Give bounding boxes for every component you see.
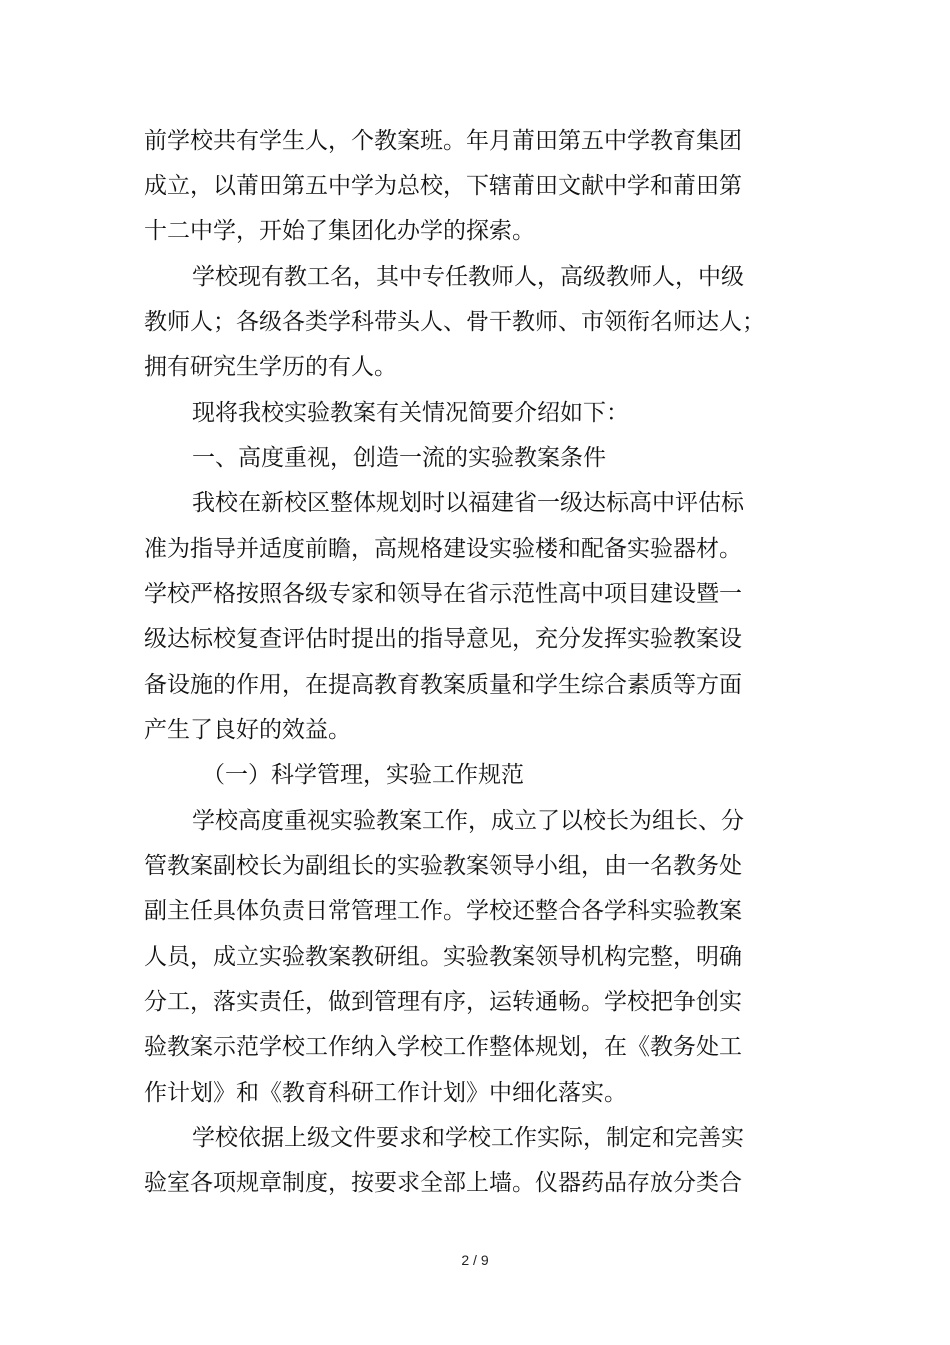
text-line: 学校严格按照各级专家和领导在省示范性高中项目建设暨一	[144, 581, 742, 607]
text-line: 教师人；各级各类学科带头人、骨干教师、市领衔名师达人；	[144, 309, 765, 335]
text-line: 人员，成立实验教案教研组。实验教案领导机构完整，明确	[144, 944, 742, 970]
text-line: 现将我校实验教案有关情况简要介绍如下：	[192, 400, 629, 426]
text-line: 验教案示范学校工作纳入学校工作整体规划，在《教务处工	[144, 1034, 742, 1060]
text-line: 准为指导并适度前瞻，高规格建设实验楼和配备实验器材。	[144, 536, 742, 562]
text-line: 管教案副校长为副组长的实验教案领导小组，由一名教务处	[144, 853, 742, 879]
text-line: 产生了良好的效益。	[144, 717, 351, 743]
text-line: 拥有研究生学历的有人。	[144, 354, 397, 380]
text-line: 验室各项规章制度，按要求全部上墙。仪器药品存放分类合	[144, 1170, 742, 1196]
text-line: 备设施的作用，在提高教育教案质量和学生综合素质等方面	[144, 672, 742, 698]
subsection-heading: （一）科学管理，实验工作规范	[202, 762, 524, 788]
text-line: 前学校共有学生人，个教案班。年月莆田第五中学教育集团	[144, 128, 742, 154]
text-line: 成立，以莆田第五中学为总校，下辖莆田文献中学和莆田第	[144, 173, 742, 199]
text-line: 学校现有教工名，其中专任教师人，高级教师人，中级	[192, 264, 744, 290]
text-line: 级达标校复查评估时提出的指导意见，充分发挥实验教案设	[144, 626, 742, 652]
page-number: 2 / 9	[461, 1252, 489, 1268]
text-line: 副主任具体负责日常管理工作。学校还整合各学科实验教案	[144, 898, 742, 924]
text-line: 我校在新校区整体规划时以福建省一级达标高中评估标	[192, 490, 744, 516]
text-line: 作计划》和《教育科研工作计划》中细化落实。	[144, 1080, 627, 1106]
text-line: 分工，落实责任，做到管理有序，运转通畅。学校把争创实	[144, 989, 742, 1015]
section-heading: 一、高度重视，创造一流的实验教案条件	[192, 445, 606, 471]
text-line: 十二中学，开始了集团化办学的探索。	[144, 218, 535, 244]
text-line: 学校高度重视实验教案工作，成立了以校长为组长、分	[192, 808, 744, 834]
text-line: 学校依据上级文件要求和学校工作实际，制定和完善实	[192, 1125, 744, 1151]
